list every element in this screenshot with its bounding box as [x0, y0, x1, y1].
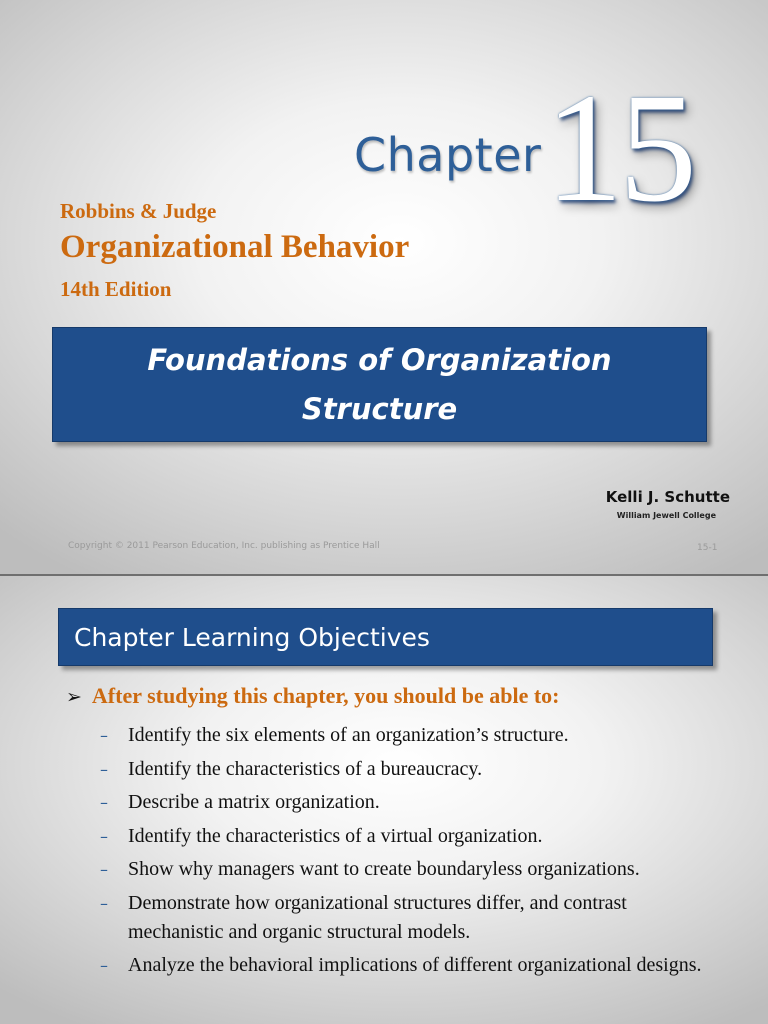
chapter-title-banner: [52, 327, 707, 442]
objective-text: Describe a matrix organization.: [128, 791, 380, 813]
objective-text: Identify the characteristics of a virtual organization.: [128, 824, 543, 847]
objectives-lead: [66, 683, 560, 709]
objectives-list: [100, 721, 720, 985]
presenter-organization: William Jewell College: [616, 511, 716, 520]
list-item: [100, 788, 720, 817]
chapter-title-line2: Structure: [301, 391, 458, 426]
book-edition: 14th Edition: [60, 277, 172, 301]
dash-bullet-icon: –: [100, 956, 108, 975]
dash-bullet-icon: –: [100, 793, 108, 812]
dash-bullet-icon: –: [100, 893, 108, 913]
list-item: [100, 721, 720, 750]
chapter-title-line1: Foundations of Organization: [147, 342, 612, 377]
objective-text: Demonstrate how organizational structures differ, and contrast mechanistic and organic structural models.: [128, 891, 627, 943]
chapter-number: 15: [545, 61, 693, 234]
dash-bullet-icon: –: [100, 726, 108, 745]
dash-bullet-icon: –: [100, 826, 108, 846]
objectives-lead-text: After studying this chapter, you should be able to:: [91, 683, 560, 708]
chapter-title: [100, 336, 660, 434]
book-title: Organizational Behavior: [60, 229, 410, 265]
slide-number: 15-1: [697, 543, 718, 553]
list-item: [100, 822, 720, 851]
objective-text: Identify the six elements of an organization’s structure.: [128, 724, 569, 746]
arrow-bullet-icon: ➢: [66, 686, 82, 708]
list-item: [100, 951, 720, 980]
objective-text: Analyze the behavioral implications of different organizational designs.: [128, 954, 702, 976]
dash-bullet-icon: –: [100, 759, 108, 779]
objectives-heading: Chapter Learning Objectives: [74, 622, 430, 652]
list-item: [100, 855, 720, 884]
list-item: [100, 755, 720, 784]
objective-text: Identify the characteristics of a bureaucracy.: [128, 757, 483, 780]
objectives-header-banner: [58, 608, 713, 666]
dash-bullet-icon: –: [100, 860, 108, 879]
objectives-slide: [0, 576, 768, 1024]
chapter-label: Chapter: [354, 128, 542, 182]
book-authors: Robbins & Judge: [60, 199, 217, 223]
objective-text: Show why managers want to create boundaryless organizations.: [128, 858, 640, 880]
copyright-notice: Copyright © 2011 Pearson Education, Inc. publishing as Prentice Hall: [68, 541, 380, 551]
list-item: [100, 889, 720, 947]
presenter-name: Kelli J. Schutte: [605, 488, 730, 506]
